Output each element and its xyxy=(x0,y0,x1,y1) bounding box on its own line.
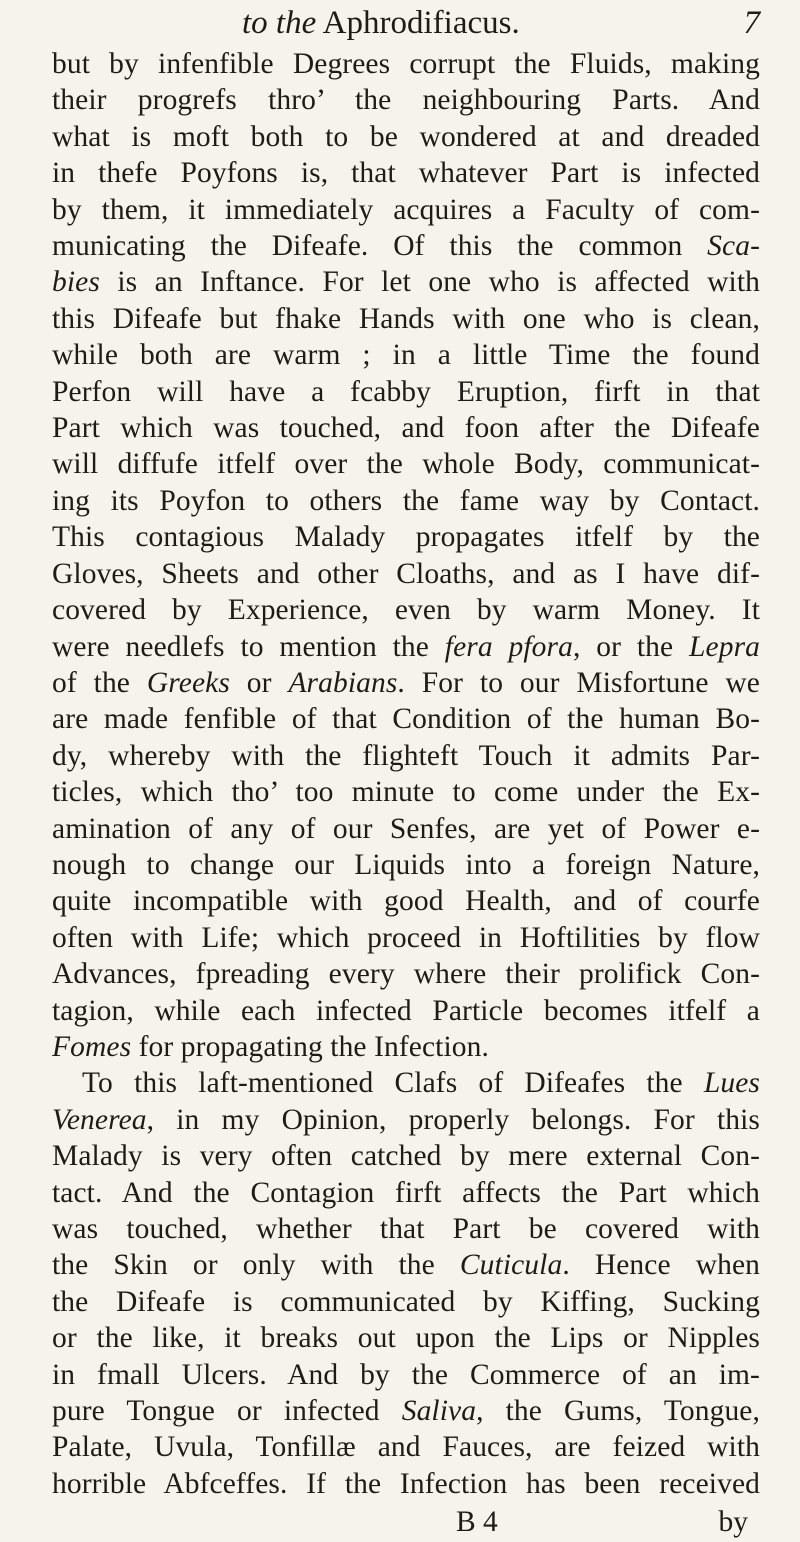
text-run: pure Tongue or infected xyxy=(52,1395,402,1428)
text-line xyxy=(52,264,760,300)
text-line xyxy=(52,883,760,919)
text-line xyxy=(52,1320,760,1356)
text-run: covered by Experience, even by warm Money. It xyxy=(52,594,760,627)
text-line xyxy=(52,956,760,992)
text-run: what is moft both to be wondered at and dreaded xyxy=(52,120,760,153)
text-run: ing its Poyfon to others the fame way by Contact. xyxy=(52,484,760,517)
text-line xyxy=(52,192,760,228)
running-title-prefix: to the xyxy=(242,5,317,41)
text-run: horrible Abfceffes. If the Infection has been received xyxy=(52,1467,760,1500)
italic-run: Greeks xyxy=(146,666,230,699)
text-run: Malady is very often catched by mere external Con- xyxy=(52,1140,760,1173)
text-line xyxy=(52,1247,760,1283)
text-run: in fmall Ulcers. And by the Commerce of an im- xyxy=(52,1358,760,1391)
catchword: by xyxy=(718,1506,748,1539)
italic-run: Cuticula xyxy=(459,1249,563,1282)
running-head xyxy=(52,0,760,46)
italic-run: bies xyxy=(52,266,100,299)
body-text xyxy=(52,46,760,1502)
text-run: their progrefs thro’ the neighbouring Parts. And xyxy=(52,84,760,117)
text-line xyxy=(52,1284,760,1320)
text-run: the Skin or only with the xyxy=(52,1249,460,1282)
text-run: . For to our Misfortune we xyxy=(397,666,760,699)
text-run: quite incompatible with good Health, and of courfe xyxy=(52,885,760,918)
text-line xyxy=(52,1466,760,1502)
text-run: Advances, fpreading every where their prolifick Con- xyxy=(52,958,760,991)
running-title xyxy=(242,0,520,46)
text-line xyxy=(52,446,760,482)
text-run: amination of any of our Senfes, are yet of Power e- xyxy=(52,812,760,845)
text-line xyxy=(52,1175,760,1211)
text-line xyxy=(52,519,760,555)
text-line xyxy=(52,1065,760,1101)
text-line xyxy=(52,155,760,191)
text-run: municating the Difeafe. Of this the common xyxy=(52,230,708,263)
text-line xyxy=(52,920,760,956)
text-run: nough to change our Liquids into a foreign Nature, xyxy=(52,848,760,881)
text-run: the Difeafe is communicated by Kiffing, Sucking xyxy=(52,1285,760,1318)
text-line xyxy=(52,1211,760,1247)
text-line xyxy=(52,374,760,410)
text-run: Gloves, Sheets and other Cloaths, and as I have dif- xyxy=(52,557,760,590)
text-run: To this laft-mentioned Clafs of Difeafes the xyxy=(82,1067,704,1100)
text-line xyxy=(52,993,760,1029)
signature-mark: B 4 xyxy=(456,1506,498,1539)
text-line xyxy=(52,46,760,82)
italic-run: Sca- xyxy=(707,230,760,263)
text-line xyxy=(52,1102,760,1138)
text-run: Part which was touched, and foon after the Difeafe xyxy=(52,412,760,445)
text-line xyxy=(52,1393,760,1429)
text-line xyxy=(52,847,760,883)
text-line xyxy=(52,665,760,701)
text-run: by them, it immediately acquires a Faculty of com- xyxy=(52,193,760,226)
text-run: ticles, which tho’ too minute to come under the Ex- xyxy=(52,776,760,809)
text-run: while both are warm ; in a little Time the found xyxy=(52,339,760,372)
text-line xyxy=(52,629,760,665)
text-line xyxy=(52,483,760,519)
italic-run: Arabians xyxy=(288,666,398,699)
text-run: dy, whereby with the flighteft Touch it admits Par- xyxy=(52,739,760,772)
text-line xyxy=(52,701,760,737)
text-run: will diffufe itfelf over the whole Body, communicat- xyxy=(52,448,760,481)
text-run: Palate, Uvula, Tonfillæ and Fauces, are feized with xyxy=(52,1431,760,1464)
text-run: , in my Opinion, properly belongs. For this xyxy=(146,1103,760,1136)
text-line xyxy=(52,228,760,264)
italic-run: Lepra xyxy=(689,630,760,663)
italic-run: fera pfora xyxy=(444,630,573,663)
text-run: of the xyxy=(52,666,147,699)
text-line xyxy=(52,1138,760,1174)
text-run: often with Life; which proceed in Hoftilities by flow xyxy=(52,921,760,954)
text-run: but by infenfible Degrees corrupt the Fluids, making xyxy=(52,48,760,80)
text-run: this Difeafe but fhake Hands with one who is clean, xyxy=(52,302,760,335)
text-run: , the Gums, Tongue, xyxy=(476,1395,760,1428)
text-run: was touched, whether that Part be covered with xyxy=(52,1213,760,1245)
text-run: This contagious Malady propagates itfelf by the xyxy=(52,521,760,554)
text-line xyxy=(52,1029,760,1065)
italic-run: Saliva xyxy=(401,1395,477,1428)
page-footer xyxy=(52,1502,760,1542)
running-title-main: Aphrodifiacus. xyxy=(322,5,520,41)
text-run: in thefe Poyfons is, that whatever Part is infected xyxy=(52,157,760,190)
text-run: for propagating the Infection. xyxy=(131,1030,489,1063)
text-run: were needlefs to mention the xyxy=(52,630,445,663)
text-run: or xyxy=(229,666,289,699)
text-line xyxy=(52,1357,760,1393)
page-number: 7 xyxy=(743,5,760,41)
text-line xyxy=(52,337,760,373)
text-line xyxy=(52,592,760,628)
text-line xyxy=(52,410,760,446)
text-run: Perfon will have a fcabby Eruption, firft in that xyxy=(52,375,760,408)
text-line xyxy=(52,1429,760,1465)
text-run: , or the xyxy=(572,630,690,663)
text-run: or the like, it breaks out upon the Lips or Nipples xyxy=(52,1322,760,1355)
text-line xyxy=(52,119,760,155)
text-line xyxy=(52,738,760,774)
text-run: is an Inftance. For let one who is affected with xyxy=(99,266,760,299)
italic-run: Lues xyxy=(703,1067,760,1100)
text-run: tact. And the Contagion firft affects the Part which xyxy=(52,1176,760,1209)
italic-run: Venerea xyxy=(52,1103,147,1136)
text-line xyxy=(52,811,760,847)
text-run: tagion, while each infected Particle becomes itfelf a xyxy=(52,994,760,1027)
text-line xyxy=(52,774,760,810)
text-line xyxy=(52,301,760,337)
italic-run: Fomes xyxy=(52,1030,132,1063)
text-run: . Hence when xyxy=(562,1249,760,1282)
text-run: are made fenfible of that Condition of the human Bo- xyxy=(52,703,760,736)
text-line xyxy=(52,556,760,592)
text-line xyxy=(52,82,760,118)
